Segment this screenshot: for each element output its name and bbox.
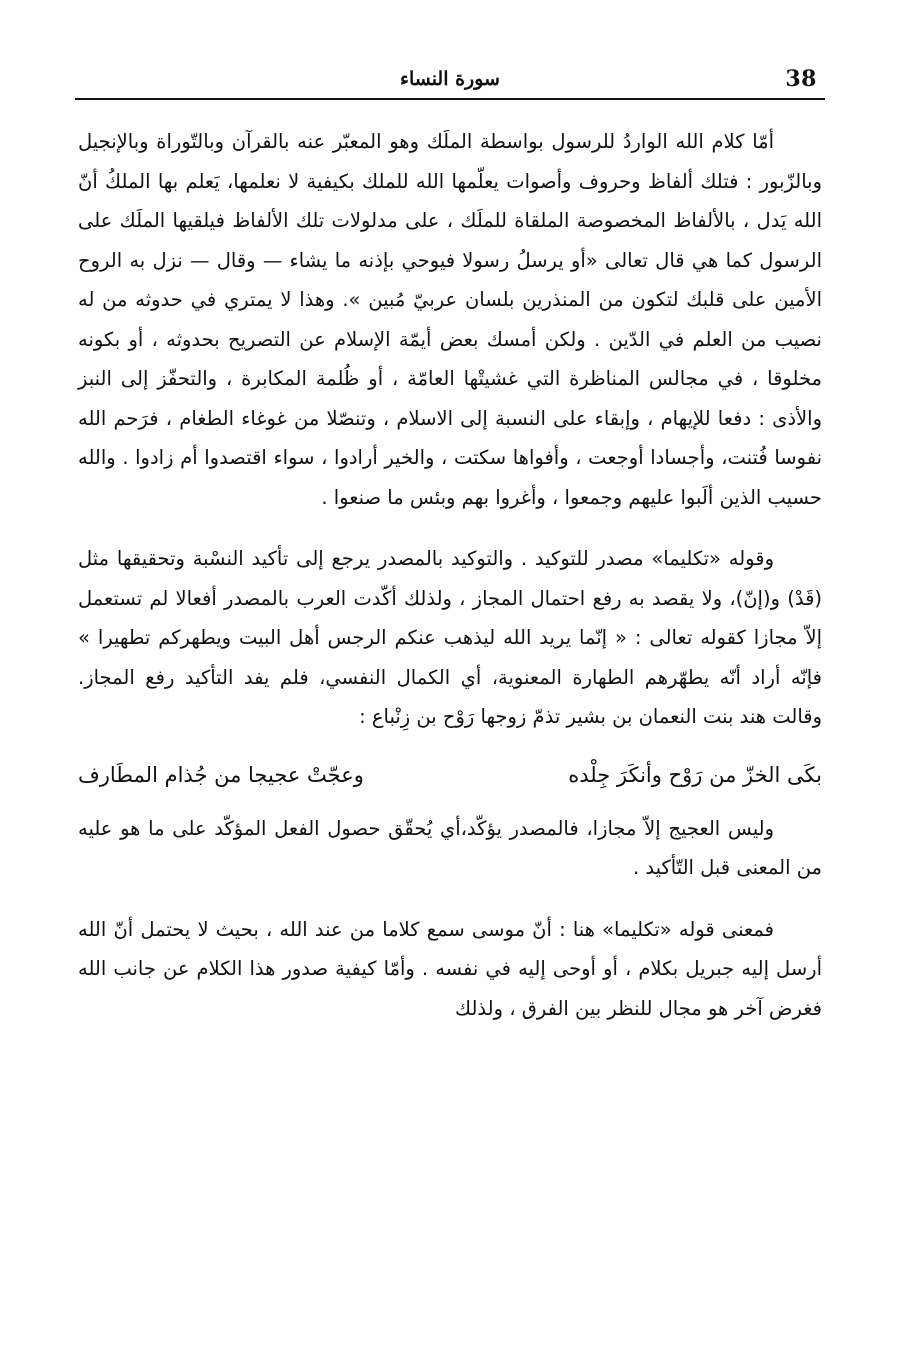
verse-second-hemistich: وعجّتْ عجيجا من جُذام المطَارف (78, 762, 364, 787)
page-number: 38 (785, 66, 817, 92)
paragraph: وقوله «تكليما» مصدر للتوكيد . والتوكيد بالمصدر يرجع إلى تأكيد النسْبة وتحقيقها مثل (قَدْ) و(إنّ)، ولا يقصد به رفع احتمال المجاز ، ولذلك أكّدت العرب بالمصدر أفعالا لم تستعمل إلاّ مجازا كقوله تعالى : « إنّما يريد الله ليذهب عنكم الرجس أهل البيت ويطهركم تطهيرا » فإنّه أراد أنّه يطهّرهم الطهارة المعنوية، أي الكمال النفسي، فلم يفد التأكيد رفع المجاز. وقالت هند بنت النعمان بن بشير تذمّ زوجها رَوْح بن زِنْباع : (78, 547, 822, 728)
paragraph: وليس العجيج إلاّ مجازا، فالمصدر يؤكّد،أي يُحقّق حصول الفعل المؤكّد على ما هو عليه من المعنى قبل التّأكيد . (78, 816, 822, 879)
poetry-verse (78, 755, 822, 795)
paragraph: أمّا كلام الله الواردُ للرسول بواسطة الملَك وهو المعبّر عنه بالقرآن وبالتّوراة وبالإنجيل وبالزّبور : فتلك ألفاظ وحروف وأصوات يعلّمها الله للملك بكيفية لا نعلمها، يَعلم بها الملكُ أنّ الله يَدل ، بالألفاظ المخصوصة الملقاة للملَك ، على مدلولات تلك الألفاظ فيلقيها الملَك على الرسول كما هي قال تعالى «أو يرسلُ رسولا فيوحي بإذنه ما يشاء — وقال — نزل به الروح الأمين على قلبك لتكون من المنذرين بلسان عربيّ مُبين ». وهذا لا يمتري في حدوثه من له نصيب من العلم في الدّين . ولكن أمسك بعض أيمّة الإسلام عن التصريح بحدوثه ، أو بكونه مخلوقا ، في مجالس المناظرة التي غشيتْها العامّة ، أو ظُلمة المكابرة ، والتحفّز إلى النبز والأذى : دفعا للإيهام ، وإبقاء على النسبة إلى الاسلام ، وتنصّلا من غوغاء الطغام ، فرَحم الله نفوسا فُتنت، وأجسادا أوجعت ، وأفواها سكتت ، والخير أرادوا ، سواء اقتصدوا أم زادوا . والله حسيب الذين ألَبوا عليهم وجمعوا ، وأغروا بهم وبئس ما صنعوا . (78, 130, 822, 509)
page-body (78, 122, 822, 1028)
paragraph: فمعنى قوله «تكليما» هنا : أنّ موسى سمع كلاما من عند الله ، بحيث لا يحتمل أنّ الله أرسل إليه جبريل بكلام ، أو أوحى إليه في نفسه . وأمّا كيفية صدور هذا الكلام عن جانب الله فغرض آخر هو مجال للنظر بين الفرق ، ولذلك (78, 917, 822, 1020)
page-header (75, 60, 825, 98)
header-divider (75, 98, 825, 100)
verse-first-hemistich: بكَى الخزّ من رَوْح وأنكَرَ جِلْده (568, 762, 822, 787)
running-title: سورة النساء (400, 68, 500, 90)
